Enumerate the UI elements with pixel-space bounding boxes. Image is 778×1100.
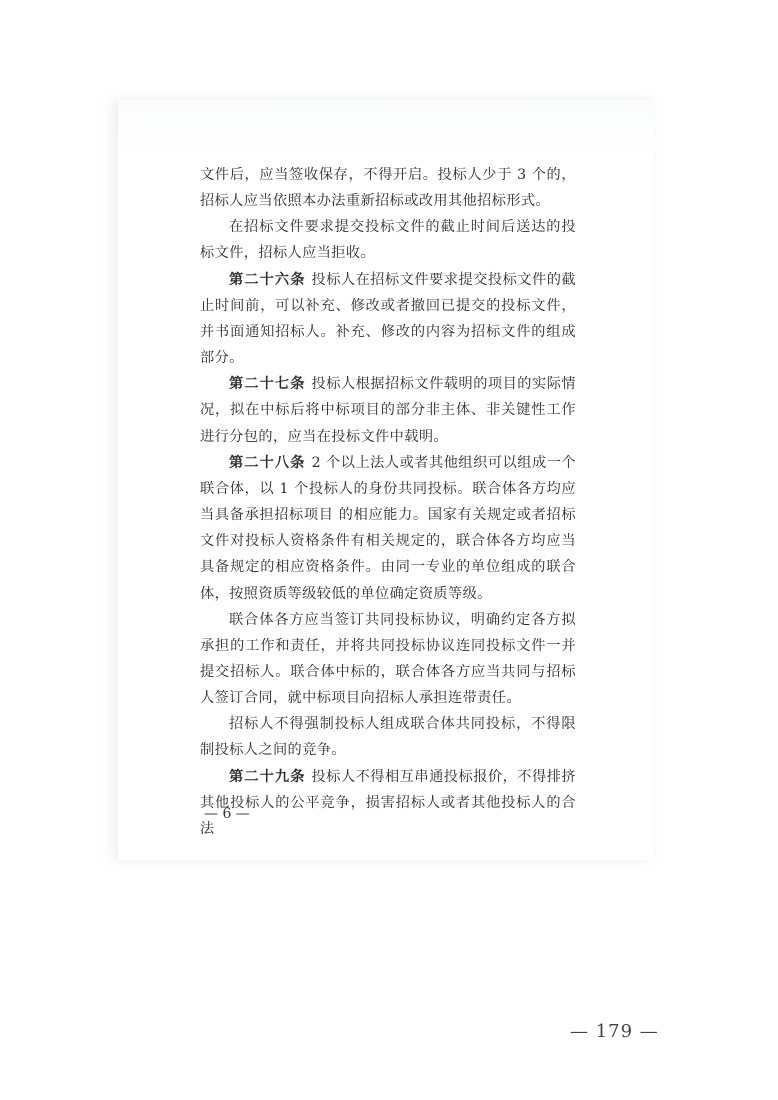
no-forced-consortium-text: 招标人不得强制投标人组成联合体共同投标，不得限制投标人之间的竞争。: [200, 716, 576, 759]
outer-page-number: — 179 —: [570, 1021, 659, 1042]
consortium-agreement-text: 联合体各方应当签订共同投标协议，明确约定各方拟承担的工作和责任，并将共同投标协议连同投标文件一并提交招标人。联合体中标的，联合体各方应当共同与招标人签订合同，就中标项目向招标人承担连带责任。: [200, 611, 576, 707]
paragraph-2-text: 在招标文件要求提交投标文件的截止时间后送达的投标文件，招标人应当拒收。: [200, 219, 576, 262]
article-26-text: 投标人在招标文件要求提交投标文件的截止时间前，可以补充、修改或者撤回已提交的投标文件，并书面通知招标人。补充、修改的内容为招标文件的组成部分。: [200, 271, 576, 367]
article-29-text: 投标人不得相互串通投标报价，不得排挤其他投标人的公平竞争，损害招标人或者其他投标人的合法: [200, 768, 576, 837]
article-27-heading: 第二十七条: [229, 376, 306, 393]
paragraph-1-text: 文件后，应当签收保存，不得开启。投标人少于 3 个的，招标人应当依照本办法重新招标或改用其他招标形式。: [200, 167, 576, 210]
article-28-heading: 第二十八条: [229, 454, 306, 471]
article-27-paragraph: [200, 371, 576, 449]
article-28-text: 2 个以上法人或者其他组织可以组成一个联合体，以 1 个投标人的身份共同投标。联合体各方均应当具备承担招标项目 的相应能力。国家有关规定或者招标文件对投标人资格条件有相关规定的，联合体各方均应当具备规定的相应资格条件。由同一专业的单位组成的联合体，按照资质等级较低的单位确定资质等级。: [200, 454, 576, 602]
paragraph-consortium-agreement: [200, 607, 576, 712]
paragraph-no-forced-consortium: [200, 711, 576, 763]
article-29-paragraph: [200, 764, 576, 842]
inner-page-number: — 6 —: [204, 806, 250, 822]
article-27-text: 投标人根据招标文件载明的项目的实际情况，拟在中标后将中标项目的部分非主体、非关键性工作进行分包的，应当在投标文件中载明。: [200, 376, 576, 445]
article-29-heading: 第二十九条: [229, 768, 306, 785]
article-26-paragraph: [200, 267, 576, 372]
paragraph-1: [200, 162, 576, 214]
article-26-heading: 第二十六条: [229, 271, 306, 288]
paragraph-2: [200, 214, 576, 266]
document-body: [200, 162, 576, 842]
article-28-paragraph: [200, 450, 576, 607]
